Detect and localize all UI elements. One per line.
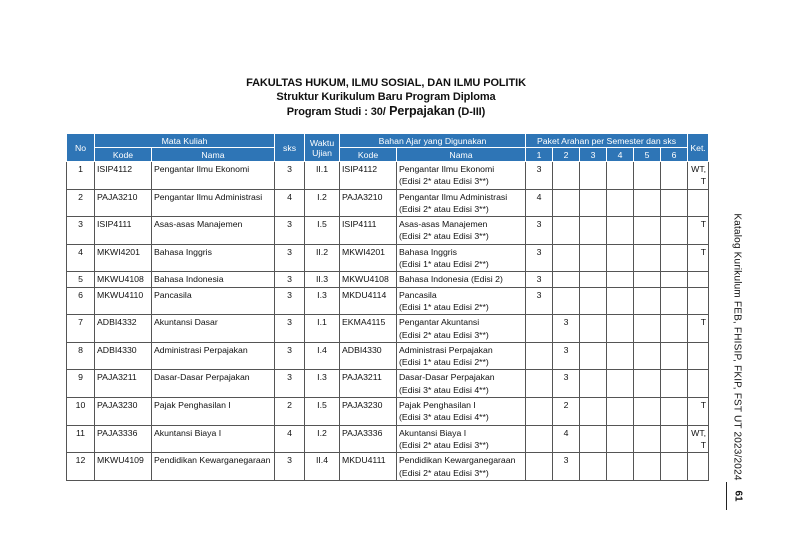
material-code: ISIP4112 <box>340 162 397 190</box>
course-name: Bahasa Inggris <box>152 244 275 272</box>
exam-time: I.2 <box>305 425 340 453</box>
semester-5-cell <box>634 370 661 398</box>
exam-time: I.5 <box>305 398 340 426</box>
semester-6-cell <box>661 370 688 398</box>
semester-3-cell <box>580 425 607 453</box>
semester-1-cell <box>526 315 553 343</box>
course-code: PAJA3211 <box>95 370 152 398</box>
course-code: PAJA3210 <box>95 189 152 217</box>
header-semester-2: 2 <box>553 148 580 162</box>
material-name <box>397 398 526 426</box>
ket-cell <box>688 370 709 398</box>
ket-line: T <box>700 246 707 257</box>
semester-5-cell <box>634 244 661 272</box>
semester-2-cell <box>553 217 580 245</box>
ket-cell <box>688 398 709 426</box>
material-edition: (Edisi 2* atau Edisi 3**) <box>399 439 489 450</box>
ket-cell <box>688 315 709 343</box>
ket-cell <box>688 244 709 272</box>
semester-1-cell: 3 <box>526 162 553 190</box>
material-name <box>397 315 526 343</box>
table-header-row-2 <box>67 148 709 162</box>
table-row <box>67 398 709 426</box>
curriculum-table <box>66 133 709 481</box>
material-code: MKWU4108 <box>340 272 397 287</box>
semester-2-cell <box>553 287 580 315</box>
course-name: Akuntansi Biaya I <box>152 425 275 453</box>
material-name <box>397 162 526 190</box>
ket-cell <box>688 189 709 217</box>
semester-2-cell <box>553 244 580 272</box>
semester-6-cell <box>661 342 688 370</box>
ket-cell <box>688 342 709 370</box>
course-sks: 3 <box>275 244 305 272</box>
row-no: 8 <box>67 342 95 370</box>
material-edition: (Edisi 2* atau Edisi 3**) <box>399 203 489 214</box>
semester-5-cell <box>634 272 661 287</box>
header-semester-6: 6 <box>661 148 688 162</box>
semester-5-cell <box>634 162 661 190</box>
header-no: No <box>67 134 95 162</box>
ket-cell <box>688 453 709 481</box>
faculty-title: FAKULTAS HUKUM, ILMU SOSIAL, DAN ILMU POLITIK <box>246 77 526 89</box>
material-title: Bahasa Indonesia (Edisi 2) <box>399 274 503 285</box>
semester-6-cell <box>661 398 688 426</box>
semester-6-cell <box>661 453 688 481</box>
material-code: MKWI4201 <box>340 244 397 272</box>
material-edition: (Edisi 2* atau Edisi 3**) <box>399 467 489 478</box>
semester-1-cell: 3 <box>526 244 553 272</box>
semester-1-cell: 4 <box>526 189 553 217</box>
header-semester-4: 4 <box>607 148 634 162</box>
material-title: Asas-asas Manajemen <box>399 219 488 230</box>
semester-1-cell: 3 <box>526 287 553 315</box>
course-code: PAJA3336 <box>95 425 152 453</box>
material-name <box>397 425 526 453</box>
semester-3-cell <box>580 342 607 370</box>
table-row <box>67 287 709 315</box>
course-name: Asas-asas Manajemen <box>152 217 275 245</box>
semester-4-cell <box>607 342 634 370</box>
exam-time: II.1 <box>305 162 340 190</box>
exam-time: II.3 <box>305 272 340 287</box>
semester-4-cell <box>607 287 634 315</box>
header-bahan-nama: Nama <box>397 148 526 162</box>
table-row <box>67 453 709 481</box>
material-name <box>397 287 526 315</box>
semester-5-cell <box>634 398 661 426</box>
exam-time: I.3 <box>305 370 340 398</box>
semester-4-cell <box>607 217 634 245</box>
course-code: ADBI4330 <box>95 342 152 370</box>
structure-subtitle: Struktur Kurikulum Baru Program Diploma <box>276 91 496 103</box>
course-sks: 2 <box>275 398 305 426</box>
table-row <box>67 162 709 190</box>
course-code: MKWU4110 <box>95 287 152 315</box>
semester-4-cell <box>607 272 634 287</box>
exam-time: II.4 <box>305 453 340 481</box>
course-sks: 3 <box>275 217 305 245</box>
row-no: 2 <box>67 189 95 217</box>
semester-1-cell <box>526 453 553 481</box>
row-no: 12 <box>67 453 95 481</box>
semester-3-cell <box>580 287 607 315</box>
material-name <box>397 453 526 481</box>
ket-cell <box>688 287 709 315</box>
material-title: Administrasi Perpajakan <box>399 344 493 355</box>
material-name <box>397 244 526 272</box>
semester-4-cell <box>607 398 634 426</box>
page-divider <box>726 482 727 510</box>
semester-6-cell <box>661 189 688 217</box>
semester-2-cell <box>553 272 580 287</box>
course-sks: 3 <box>275 342 305 370</box>
course-name: Pengantar Ilmu Administrasi <box>152 189 275 217</box>
semester-5-cell <box>634 315 661 343</box>
semester-5-cell <box>634 189 661 217</box>
header-paket-arahan: Paket Arahan per Semester dan sks <box>526 134 688 148</box>
program-name: Perpajakan <box>385 104 455 118</box>
header-ket: Ket. <box>688 134 709 162</box>
header-mata-kuliah: Mata Kuliah <box>95 134 275 148</box>
material-edition: (Edisi 2* atau Edisi 3**) <box>399 176 489 187</box>
course-name: Bahasa Indonesia <box>152 272 275 287</box>
semester-2-cell: 2 <box>553 398 580 426</box>
material-title: Pendidikan Kewarganegaraan <box>399 455 516 466</box>
row-no: 10 <box>67 398 95 426</box>
material-edition: (Edisi 2* atau Edisi 3**) <box>399 231 489 242</box>
semester-6-cell <box>661 287 688 315</box>
course-sks: 3 <box>275 287 305 315</box>
semester-1-cell: 3 <box>526 217 553 245</box>
material-code: PAJA3211 <box>340 370 397 398</box>
ket-line: T <box>700 219 707 230</box>
semester-4-cell <box>607 425 634 453</box>
material-code: MKDU4111 <box>340 453 397 481</box>
semester-1-cell <box>526 398 553 426</box>
header-bahan-kode: Kode <box>340 148 397 162</box>
semester-3-cell <box>580 453 607 481</box>
semester-2-cell: 3 <box>553 370 580 398</box>
material-name <box>397 217 526 245</box>
material-code: MKDU4114 <box>340 287 397 315</box>
semester-1-cell <box>526 342 553 370</box>
semester-2-cell: 4 <box>553 425 580 453</box>
header-sks: sks <box>275 134 305 162</box>
material-edition: (Edisi 1* atau Edisi 2**) <box>399 259 489 270</box>
material-edition: (Edisi 3* atau Edisi 4**) <box>399 412 489 423</box>
material-edition: (Edisi 1* atau Edisi 2**) <box>399 357 489 368</box>
header-semester-1: 1 <box>526 148 553 162</box>
table-row <box>67 315 709 343</box>
exam-time: I.2 <box>305 189 340 217</box>
material-title: Pengantar Ilmu Ekonomi <box>399 164 495 174</box>
semester-6-cell <box>661 425 688 453</box>
table-row <box>67 425 709 453</box>
semester-4-cell <box>607 189 634 217</box>
header-semester-5: 5 <box>634 148 661 162</box>
material-code: EKMA4115 <box>340 315 397 343</box>
material-title: Akuntansi Biaya I <box>399 427 467 438</box>
material-edition: (Edisi 1* atau Edisi 2**) <box>399 301 489 312</box>
ket-line: WT, <box>691 164 707 174</box>
ket-line: WT, <box>691 427 707 438</box>
semester-2-cell: 3 <box>553 342 580 370</box>
row-no: 4 <box>67 244 95 272</box>
course-name: Dasar-Dasar Perpajakan <box>152 370 275 398</box>
semester-3-cell <box>580 315 607 343</box>
course-sks: 3 <box>275 453 305 481</box>
table-row <box>67 217 709 245</box>
semester-5-cell <box>634 217 661 245</box>
material-name <box>397 342 526 370</box>
material-code: PAJA3230 <box>340 398 397 426</box>
course-code: MKWI4201 <box>95 244 152 272</box>
semester-3-cell <box>580 189 607 217</box>
semester-6-cell <box>661 162 688 190</box>
exam-time: II.2 <box>305 244 340 272</box>
program-level: (D-III) <box>454 106 486 118</box>
material-name <box>397 370 526 398</box>
course-code: MKWU4109 <box>95 453 152 481</box>
exam-time: I.5 <box>305 217 340 245</box>
row-no: 5 <box>67 272 95 287</box>
semester-5-cell <box>634 342 661 370</box>
exam-time: I.1 <box>305 315 340 343</box>
row-no: 11 <box>67 425 95 453</box>
material-title: Dasar-Dasar Perpajakan <box>399 372 495 383</box>
row-no: 6 <box>67 287 95 315</box>
material-name <box>397 189 526 217</box>
material-code: ADBI4330 <box>340 342 397 370</box>
row-no: 1 <box>67 162 95 190</box>
semester-1-cell <box>526 370 553 398</box>
catalog-side-text: Katalog Kurikulum FEB, FHISIP, FKIP, FST UT 2023/2024 <box>731 213 743 481</box>
catalog-side-label <box>726 212 748 482</box>
course-code: ISIP4111 <box>95 217 152 245</box>
material-title: Bahasa Inggris <box>399 246 457 257</box>
page-number <box>728 482 748 510</box>
semester-4-cell <box>607 315 634 343</box>
semester-3-cell <box>580 370 607 398</box>
exam-time: I.4 <box>305 342 340 370</box>
semester-3-cell <box>580 398 607 426</box>
semester-4-cell <box>607 370 634 398</box>
material-code: PAJA3336 <box>340 425 397 453</box>
material-title: Pancasila <box>399 289 437 300</box>
material-code: ISIP4111 <box>340 217 397 245</box>
ket-line: T <box>700 176 707 187</box>
semester-2-cell <box>553 189 580 217</box>
table-row <box>67 342 709 370</box>
semester-5-cell <box>634 425 661 453</box>
program-title <box>66 104 706 119</box>
ket-cell <box>688 217 709 245</box>
semester-5-cell <box>634 453 661 481</box>
semester-4-cell <box>607 244 634 272</box>
course-code: PAJA3230 <box>95 398 152 426</box>
table-row <box>67 244 709 272</box>
course-code: ADBI4332 <box>95 315 152 343</box>
material-title: Pengantar Ilmu Administrasi <box>399 191 508 202</box>
header-nama: Nama <box>152 148 275 162</box>
course-code: ISIP4112 <box>95 162 152 190</box>
material-edition: (Edisi 2* atau Edisi 3**) <box>399 329 489 340</box>
material-title: Pajak Penghasilan I <box>399 400 476 411</box>
header-bahan-ajar: Bahan Ajar yang Digunakan <box>340 134 526 148</box>
semester-2-cell: 3 <box>553 453 580 481</box>
program-prefix: Program Studi : 30/ <box>286 106 386 118</box>
semester-5-cell <box>634 287 661 315</box>
course-name: Pendidikan Kewarganegaraan <box>152 453 275 481</box>
material-edition: (Edisi 3* atau Edisi 4**) <box>399 384 489 395</box>
course-sks: 3 <box>275 370 305 398</box>
course-sks: 3 <box>275 272 305 287</box>
material-code: PAJA3210 <box>340 189 397 217</box>
semester-1-cell <box>526 425 553 453</box>
row-no: 9 <box>67 370 95 398</box>
table-header-row-1 <box>67 134 709 148</box>
row-no: 7 <box>67 315 95 343</box>
page-number-text: 61 <box>732 490 744 502</box>
course-name: Pengantar Ilmu Ekonomi <box>152 162 275 190</box>
table-row <box>67 189 709 217</box>
material-name <box>397 272 526 287</box>
course-name: Administrasi Perpajakan <box>152 342 275 370</box>
header-waktu-ujian: Waktu Ujian <box>305 134 340 162</box>
course-sks: 3 <box>275 315 305 343</box>
semester-6-cell <box>661 244 688 272</box>
row-no: 3 <box>67 217 95 245</box>
semester-2-cell: 3 <box>553 315 580 343</box>
semester-6-cell <box>661 217 688 245</box>
course-sks: 3 <box>275 162 305 190</box>
semester-3-cell <box>580 162 607 190</box>
ket-cell <box>688 425 709 453</box>
course-sks: 4 <box>275 425 305 453</box>
exam-time: I.3 <box>305 287 340 315</box>
header-semester-3: 3 <box>580 148 607 162</box>
semester-3-cell <box>580 272 607 287</box>
course-name: Akuntansi Dasar <box>152 315 275 343</box>
document-title-block <box>66 76 706 119</box>
table-row <box>67 370 709 398</box>
semester-6-cell <box>661 315 688 343</box>
semester-6-cell <box>661 272 688 287</box>
course-code: MKWU4108 <box>95 272 152 287</box>
header-kode: Kode <box>95 148 152 162</box>
ket-cell <box>688 272 709 287</box>
course-name: Pajak Penghasilan I <box>152 398 275 426</box>
semester-4-cell <box>607 453 634 481</box>
course-name: Pancasila <box>152 287 275 315</box>
ket-cell <box>688 162 709 190</box>
ket-line: T <box>700 439 707 450</box>
table-row <box>67 272 709 287</box>
semester-4-cell <box>607 162 634 190</box>
semester-3-cell <box>580 217 607 245</box>
ket-line: T <box>700 317 707 328</box>
material-title: Pengantar Akuntansi <box>399 317 480 328</box>
semester-2-cell <box>553 162 580 190</box>
semester-3-cell <box>580 244 607 272</box>
semester-1-cell: 3 <box>526 272 553 287</box>
course-sks: 4 <box>275 189 305 217</box>
ket-line: T <box>700 400 707 411</box>
